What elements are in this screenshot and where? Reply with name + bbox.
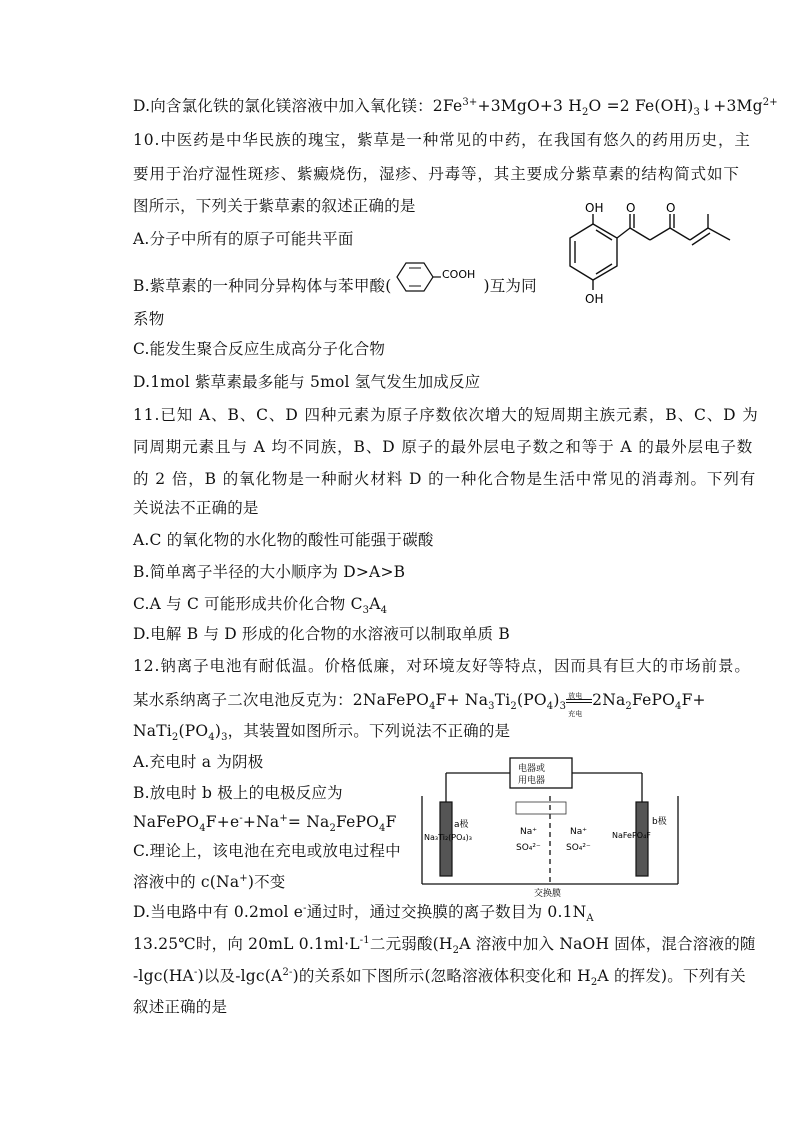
q12-option-a: A.充电时 a 为阴极: [133, 753, 264, 771]
oh-bottom-label: OH: [585, 292, 604, 306]
benzoic-acid-structure: [393, 258, 493, 296]
cooh-label: COOH: [442, 268, 476, 281]
membrane-label: 交换膜: [534, 889, 562, 897]
q11-stem-line4: 关说法不正确的是: [133, 499, 259, 517]
q11-stem-line1: 11.已知 A、B、C、D 四种元素为原子序数依次增大的短周期主族元素，B、C、D 为: [133, 406, 759, 424]
q11-option-a: A.C 的氧化物的水化物的酸性可能强于碳酸: [133, 531, 434, 549]
q11-option-c: C.A 与 C 可能形成共价化合物 $C_3A_4$: [133, 595, 388, 617]
device-label-2: 用电器: [518, 776, 546, 786]
q10-stem-line2: 要用于治疗湿性斑疹、紫癜烧伤，湿疹、丹毒等，其主要成分紫草素的结构简式如下: [133, 165, 740, 183]
q12-equation-line1: 某水系纳离子二次电池反克为：2NaFePO$_4$F+ $Na_3Ti_2(PO_4)_3$ 放电 充电 $2Na_2FePO_4F+$: [133, 691, 706, 718]
battery-diagram: [420, 752, 690, 897]
device-label-1: 电器或: [518, 764, 546, 774]
q10-option-b: B.紫草素的一种同分异构体与苯甲酸( )互为同: [133, 277, 537, 295]
q13-stem-line1: 13.25℃时，向 20mL $0.1ml\cdot L^{-1}$二元弱酸($H_2A$ 溶液中加入 NaOH 固体，混合溶液的随: [133, 934, 756, 957]
carbonyl-o1-label: O: [626, 201, 636, 215]
q12-option-b-equation: NaFePO$_4$F+e-+Na+= $Na_2FePO_4F$: [133, 812, 397, 835]
q10-option-c: C.能发生聚合反应生成高分子化合物: [133, 340, 386, 358]
q12-option-c-line1: C.理论上，该电池在充电或放电过程中: [133, 842, 401, 860]
q10-option-a: A.分子中所有的原子可能共平面: [133, 230, 354, 248]
q12-equation-line2: $NaTi_2(PO_4)_3$，其装置如图所示。下列说法不正确的是: [133, 722, 511, 744]
q9-option-d: D.向含氯化铁的氯化镁溶液中加入氧化镁：$2Fe^{3+}+3MgO+3$ $H_2O =2$ $Fe(OH)_3↓+3Mg^{2+}$: [133, 96, 778, 119]
q11-option-b: B.简单离子半径的大小顺序为 D>A>B: [133, 563, 406, 581]
q12-option-b: B.放电时 b 极上的电极反应为: [133, 784, 343, 802]
q10-option-d: D.1mol 紫草素最多能与 5mol 氢气发生加成反应: [133, 373, 481, 391]
q13-stem-line2: -lgc(HA-)以及$-\lg c(A^{2-})$的关系如下图所示(忽略溶液体积变化和 $H_2A$ 的挥发)。下列有关: [133, 966, 746, 989]
carbonyl-o2-label: O: [666, 201, 676, 215]
q10-stem-line1: 10.中医药是中华民族的瑰宝，紫草是一种常见的中药，在我国有悠久的药用历史，主: [133, 131, 751, 149]
reversible-arrow: 放电 充电: [566, 694, 592, 708]
q11-stem-line2: 同周期元素且与 A 均不同族，B、D 原子的最外层电子数之和等于 A 的最外层电子数: [133, 438, 754, 456]
q11-option-d: D.电解 B 与 D 形成的化合物的水溶液可以制取单质 B: [133, 625, 510, 643]
electrode-a-label: a极: [454, 820, 469, 830]
q10-option-b-cont: 系物: [133, 310, 165, 328]
right-ion-na: Na⁺: [570, 827, 587, 837]
oh-top-label: OH: [585, 201, 604, 215]
right-ion-so4: SO₄²⁻: [566, 843, 591, 853]
electrode-b-material: NaFePO₄F: [612, 831, 651, 840]
left-ion-na: Na⁺: [520, 827, 537, 837]
q10-stem-line3: 图所示，下列关于紫草素的叙述正确的是: [133, 197, 416, 215]
left-ion-so4: SO₄²⁻: [516, 843, 541, 853]
q12-stem-line1: 12.钠离子电池有耐低温。价格低廉，对环境友好等特点，因而具有巨大的市场前景。: [133, 657, 751, 675]
q12-option-c-line2: 溶液中的 c(Na+)不变: [133, 872, 286, 891]
electrode-b-label: b极: [652, 817, 667, 827]
q13-stem-line3: 叙述正确的是: [133, 998, 228, 1016]
electrode-a-material: Na₃Ti₂(PO₄)₃: [424, 833, 472, 842]
shikonin-structure: [550, 200, 750, 310]
q11-stem-line3: 的 2 倍，B 的氧化物是一种耐火材料 D 的一种化合物是生活中常见的消毒剂。下列有: [133, 470, 757, 488]
q12-option-d: D.当电路中有 0.2mol e-通过时，通过交换膜的离子数目为 $0.1N_A$: [133, 902, 594, 925]
